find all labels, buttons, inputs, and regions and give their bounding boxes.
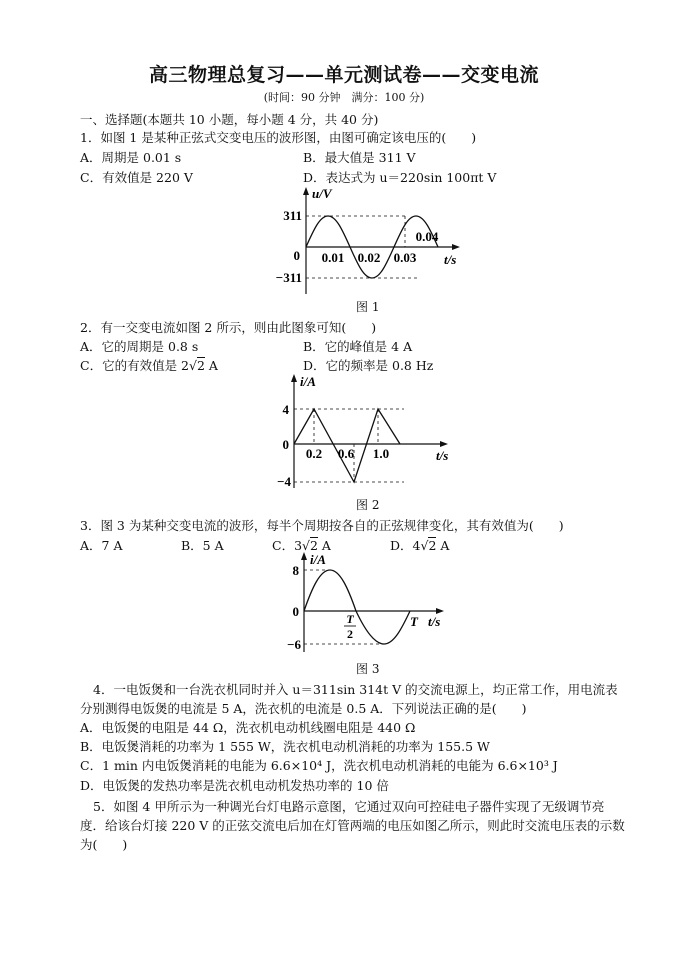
q3-option-d-radicand: 2 (428, 538, 437, 553)
q3-option-a: A．7 A (80, 538, 123, 553)
q1-stem: 1．如图 1 是某种正弦式交变电压的波形图，由图可确定该电压的( ) (80, 130, 477, 145)
figure-1-caption: 图 1 (356, 300, 380, 314)
section-heading: 一、选择题(本题共 10 小题，每小题 4 分，共 40 分) (80, 112, 379, 127)
page-title: 高三物理总复习——单元测试卷——交变电流 (148, 64, 539, 86)
fig2-y-max: 4 (282, 402, 289, 417)
q2-option-a: A．它的周期是 0.8 s (80, 339, 199, 354)
q5-stem-line2: 度．给该台灯接 220 V 的正弦交流电后加在灯管两端的电压如图乙所示，则此时交流电压表的示数 (80, 818, 625, 833)
q3-option-c-radicand: 2 (310, 538, 318, 553)
fig1-y-label: u/V (312, 186, 332, 201)
q4-option-a: A．电饭煲的电阻是 44 Ω，洗衣机电动机线圈电阻是 440 Ω (80, 720, 416, 735)
q3-option-d-unit: A (436, 538, 450, 553)
q4-stem-line2: 分别测得电饭煲的电流是 5 A，洗衣机的电流是 0.5 A．下列说法正确的是( ) (80, 701, 527, 716)
fig3-period: T (410, 614, 418, 629)
q2-option-c-text: C．它的有效值是 2 (80, 358, 189, 373)
q3-option-c-text: C．3 (272, 538, 303, 553)
fig2-tick-1: 0.2 (305, 446, 323, 461)
figure-2 (270, 372, 460, 494)
q1-option-a: A．周期是 0.01 s (80, 150, 182, 165)
q3-option-b: B．5 A (181, 538, 224, 553)
fig1-tick-2: 0.02 (357, 250, 381, 265)
fig3-y-label: i/A (310, 552, 326, 567)
fig3-half-period-den: 2 (347, 627, 353, 641)
fig2-origin: 0 (282, 437, 289, 452)
q2-option-c-radicand: 2 (196, 358, 205, 373)
q4-option-b: B．电饭煲消耗的功率为 1 555 W，洗衣机电动机消耗的功率为 155.5 W (80, 739, 490, 754)
figure-3 (278, 550, 454, 658)
fig1-x-label: t/s (444, 252, 457, 267)
q3-stem: 3．图 3 为某种交变电流的波形，每半个周期按各自的正弦规律变化，其有效值为( ) (80, 518, 564, 533)
fig3-x-label: t/s (428, 614, 441, 629)
fig3-positive-half (304, 570, 356, 611)
fig1-y-max: 311 (283, 208, 302, 223)
fig2-y-label: i/A (300, 374, 316, 389)
q4-stem-line1: 4．一电饭煲和一台洗衣机同时并入 u＝311sin 314t V 的交流电源上，均正常工作，用电流表 (93, 682, 618, 697)
figure-1 (262, 184, 472, 302)
fig2-tick-2: 0.6 (337, 446, 355, 461)
q2-option-b: B．它的峰值是 4 A (303, 339, 413, 354)
q5-stem-line3: 为( ) (80, 837, 128, 852)
fig2-x-label: t/s (436, 448, 449, 463)
sqrt-sign: √2 (189, 358, 205, 373)
fig3-half-period-num: T (346, 612, 354, 626)
sqrt-sign: √2 (302, 538, 318, 553)
page-subtitle: (时间：90 分钟 满分：100 分) (263, 91, 425, 104)
fig1-y-min: −311 (275, 270, 302, 285)
fig3-y-max: 8 (292, 563, 299, 578)
fig1-tick-1: 0.01 (321, 250, 345, 265)
figure-3-caption: 图 3 (356, 662, 380, 676)
figure-2-caption: 图 2 (356, 498, 380, 512)
q2-option-c-unit: A (204, 358, 218, 373)
fig1-tick-3: 0.03 (393, 250, 417, 265)
q1-option-d: D．表达式为 u＝220sin 100πt V (303, 170, 497, 185)
q2-stem: 2．有一交变电流如图 2 所示，则由此图象可知( ) (80, 320, 377, 335)
fig2-tick-3: 1.0 (372, 446, 390, 461)
q1-option-c: C．有效值是 220 V (80, 170, 193, 185)
fig1-origin: 0 (293, 248, 300, 263)
q4-option-c: C．1 min 内电饭煲消耗的电能为 6.6×10⁴ J，洗衣机电动机消耗的电能为 6.6×10³ J (80, 758, 558, 773)
fig1-tick-4: 0.04 (415, 229, 439, 244)
fig3-origin: 0 (292, 604, 299, 619)
fig2-y-min: −4 (277, 474, 291, 489)
fig3-negative-half (356, 611, 410, 644)
q3-option-c-unit: A (317, 538, 331, 553)
q2-option-c (80, 356, 218, 374)
sqrt-sign: √2 (420, 538, 437, 553)
q5-stem-line1: 5．如图 4 甲所示为一种调光台灯电路示意图，它通过双向可控硅电子器件实现了无级调节亮 (93, 799, 605, 814)
q1-option-b: B．最大值是 311 V (303, 150, 416, 165)
q4-option-d: D．电饭煲的发热功率是洗衣机电动机发热功率的 10 倍 (80, 778, 389, 793)
q3-option-d-text: D．4 (390, 538, 421, 553)
q2-option-d: D．它的频率是 0.8 Hz (303, 358, 434, 373)
fig3-y-min: −6 (287, 637, 301, 652)
